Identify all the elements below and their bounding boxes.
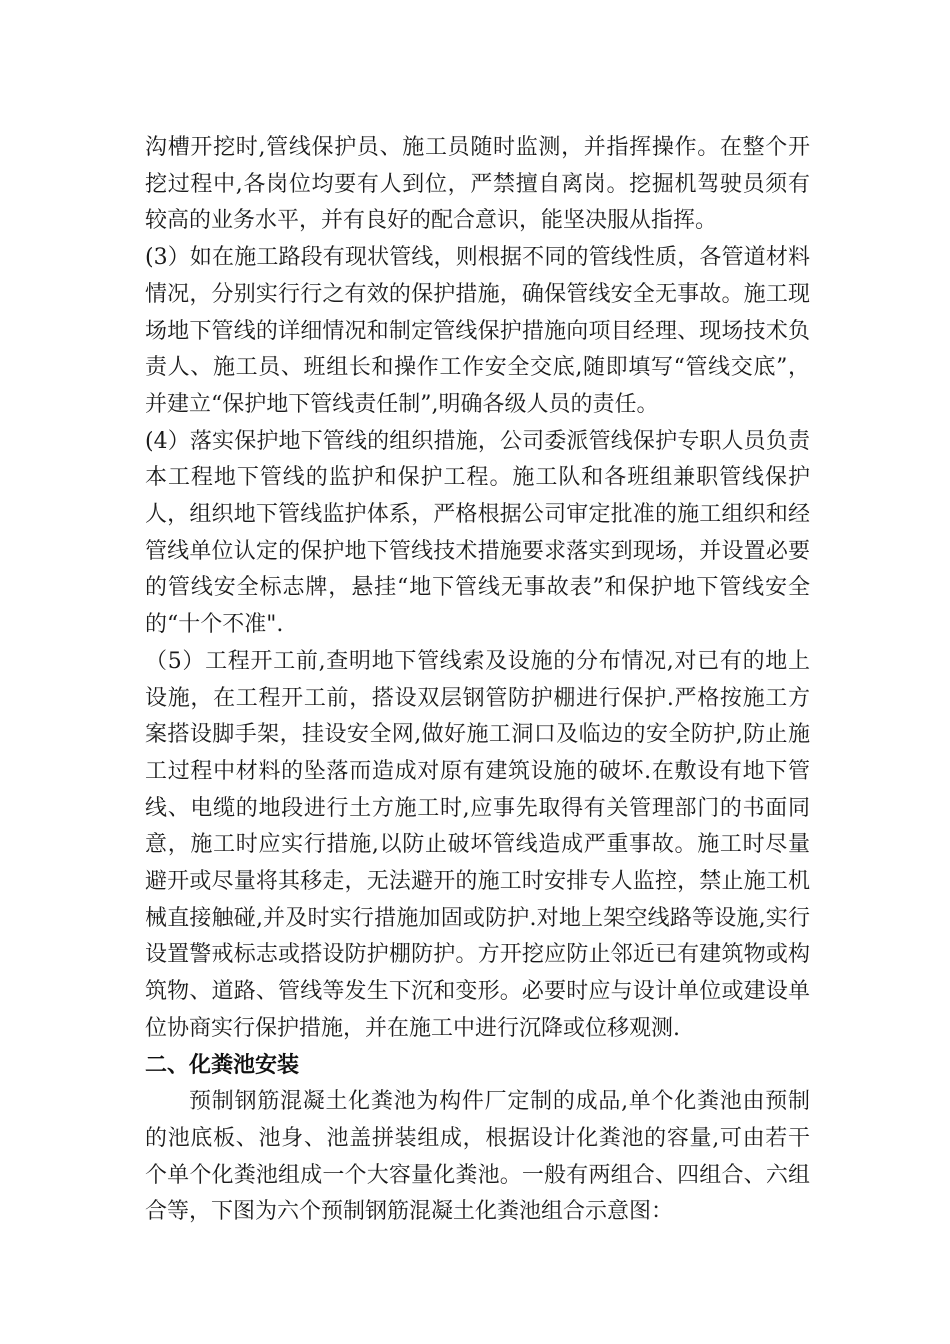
paragraph-trench-monitoring: 沟槽开挖时,管线保护员、施工员随时监测，并指挥操作。在整个开挖过程中,各岗位均要有人到位，严禁擅自离岗。挖掘机驾驶员须有较高的业务水平，并有良好的配合意识，能坚决服从指挥。 — [145, 135, 810, 234]
paragraph-septic-tank: 预制钢筋混凝土化粪池为构件厂定制的成品,单个化粪池由预制的池底板、池身、池盖拼装组成，根据设计化粪池的容量,可由若干个单个化粪池组成一个大容量化粪池。一般有两组合、四组合、六组合等，下图为六个预制钢筋混凝土化粪池组合示意图： — [145, 1089, 810, 1225]
paragraph-item-4: (4）落实保护地下管线的组织措施，公司委派管线保护专职人员负责本工程地下管线的监护和保护工程。施工队和各班组兼职管线保护人，组织地下管线监护体系，严格根据公司审定批准的施工组织和经管线单位认定的保护地下管线技术措施要求落实到现场，并设置必要的管线安全标志牌，悬挂“地下管线无事故表”和保护地下管线安全的“十个不准". — [145, 428, 810, 638]
paragraph-item-3: (3）如在施工路段有现状管线，则根据不同的管线性质，各管道材料情况，分别实行行之有效的保护措施，确保管线安全无事故。施工现场地下管线的详细情况和制定管线保护措施向项目经理、现场技术负责人、施工员、班组长和操作工作安全交底,随即填写“管线交底”，并建立“保护地下管线责任制”,明确各级人员的责任。 — [145, 245, 810, 417]
document-body — [145, 130, 810, 1231]
section-heading: 二、化粪池安装 — [145, 1052, 300, 1078]
paragraph-item-5: （5）工程开工前,查明地下管线索及设施的分布情况,对已有的地上设施，在工程开工前，搭设双层钢管防护棚进行保护.严格按施工方案搭设脚手架，挂设安全网,做好施工洞口及临边的安全防护,防止施工过程中材料的坠落而造成对原有建筑设施的破坏.在敷设有地下管线、电缆的地段进行土方施工时,应事先取得有关管理部门的书面同意，施工时应实行措施,以防止破坏管线造成严重事故。施工时尽量避开或尽量将其移走，无法避开的施工时安排专人监控，禁止施工机械直接触碰,并及时实行措施加固或防护.对地上架空线路等设施,实行设置警戒标志或搭设防护棚防护。方开挖应防止邻近已有建筑物或构筑物、道路、管线等发生下沉和变形。必要时应与设计单位或建设单位协商实行保护措施，并在施工中进行沉降或位移观测. — [145, 648, 810, 1041]
